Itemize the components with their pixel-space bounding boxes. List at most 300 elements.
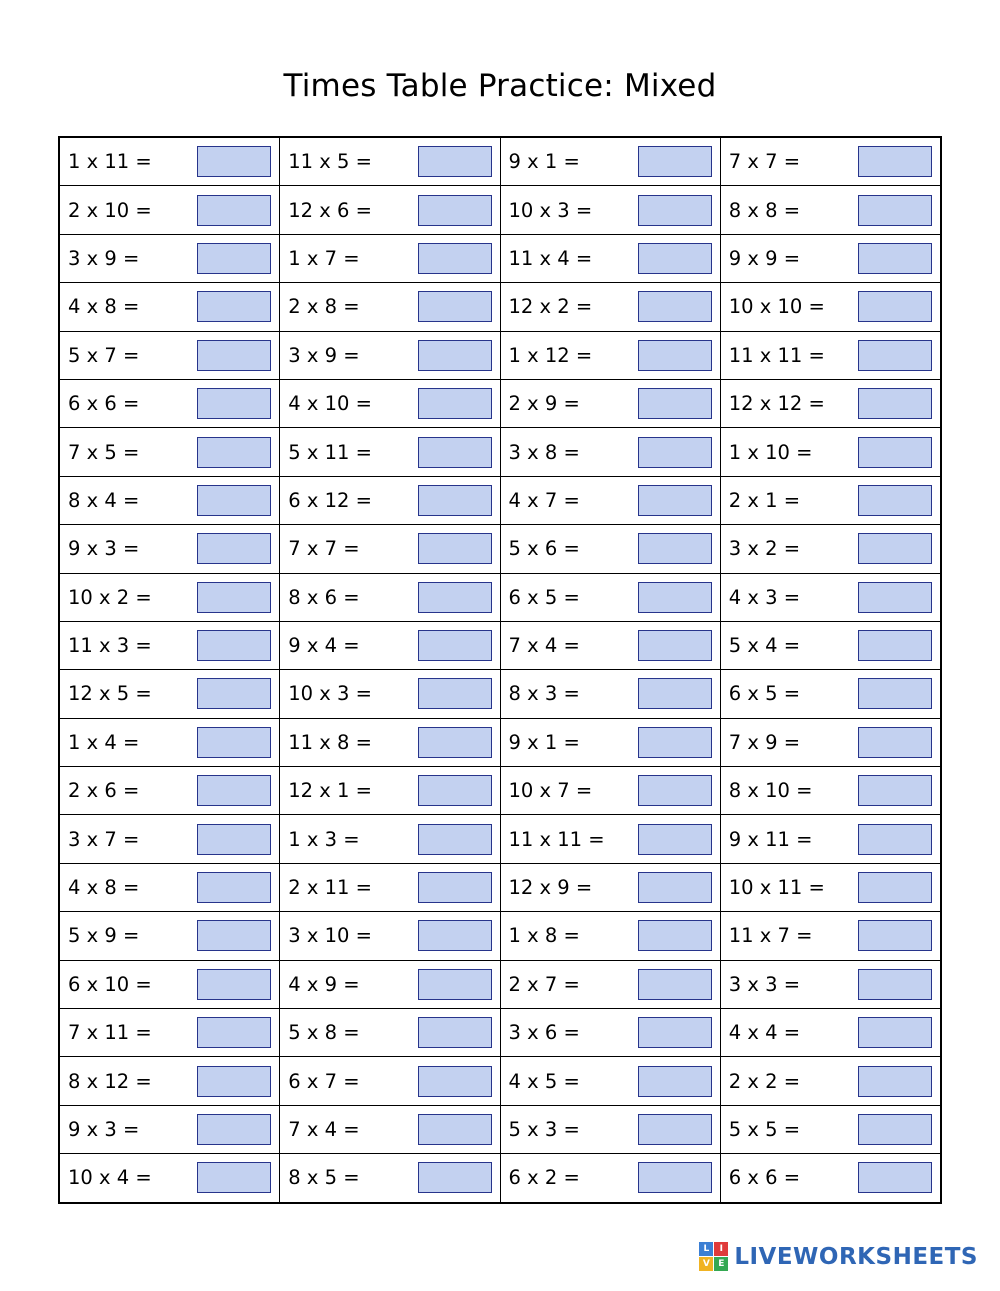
- question-cell-inner: [68, 477, 271, 524]
- question-text: 1 x 12 =: [508, 343, 593, 367]
- answer-input[interactable]: [197, 437, 271, 468]
- question-cell: [60, 573, 280, 621]
- question-cell-inner: [509, 719, 712, 766]
- answer-input[interactable]: [638, 775, 712, 806]
- question-text: 3 x 7 =: [68, 827, 140, 851]
- question-cell: [720, 428, 940, 476]
- answer-input[interactable]: [638, 1066, 712, 1097]
- question-cell: [720, 912, 940, 960]
- answer-input[interactable]: [418, 437, 492, 468]
- question-cell: [500, 815, 720, 863]
- question-cell-inner: [68, 1057, 271, 1104]
- question-text: 10 x 10 =: [728, 295, 825, 319]
- answer-input[interactable]: [418, 1162, 492, 1193]
- answer-input[interactable]: [638, 678, 712, 709]
- question-cell-inner: [509, 138, 712, 185]
- question-text: 12 x 12 =: [728, 392, 825, 416]
- question-cell-inner: [68, 1009, 271, 1056]
- answer-input[interactable]: [418, 291, 492, 322]
- answer-input[interactable]: [197, 195, 271, 226]
- questions-table-body: [60, 138, 941, 1203]
- table-row: [60, 1057, 941, 1105]
- answer-input[interactable]: [638, 1017, 712, 1048]
- question-text: 8 x 12 =: [68, 1069, 152, 1093]
- answer-input[interactable]: [638, 195, 712, 226]
- answer-input[interactable]: [638, 1162, 712, 1193]
- answer-input[interactable]: [858, 630, 932, 661]
- answer-input[interactable]: [638, 727, 712, 758]
- question-cell-inner: [729, 1154, 932, 1201]
- question-cell: [60, 1105, 280, 1153]
- question-cell-inner: [509, 1106, 712, 1153]
- question-cell: [280, 379, 500, 427]
- answer-input[interactable]: [197, 533, 271, 564]
- table-row: [60, 670, 941, 718]
- answer-input[interactable]: [858, 582, 932, 613]
- question-cell-inner: [509, 815, 712, 862]
- question-text: 1 x 11 =: [68, 150, 152, 174]
- question-cell: [280, 186, 500, 234]
- answer-input[interactable]: [638, 291, 712, 322]
- answer-input[interactable]: [858, 533, 932, 564]
- question-cell-inner: [68, 574, 271, 621]
- answer-input[interactable]: [858, 678, 932, 709]
- question-cell-inner: [288, 332, 491, 379]
- question-text: 8 x 10 =: [728, 779, 813, 803]
- question-text: 4 x 10 =: [288, 392, 372, 416]
- question-cell: [280, 815, 500, 863]
- question-cell-inner: [729, 525, 932, 572]
- question-cell-inner: [729, 767, 932, 814]
- answer-input[interactable]: [197, 920, 271, 951]
- question-cell-inner: [288, 186, 491, 233]
- question-cell-inner: [288, 574, 491, 621]
- table-row: [60, 1154, 941, 1202]
- answer-input[interactable]: [197, 1114, 271, 1145]
- question-text: 6 x 5 =: [728, 682, 801, 706]
- question-text: 12 x 1 =: [288, 779, 372, 803]
- question-cell: [60, 428, 280, 476]
- answer-input[interactable]: [858, 727, 932, 758]
- question-cell: [720, 186, 940, 234]
- question-cell-inner: [509, 283, 712, 330]
- answer-input[interactable]: [418, 533, 492, 564]
- question-cell: [280, 1057, 500, 1105]
- question-cell: [500, 1105, 720, 1153]
- question-cell: [500, 379, 720, 427]
- answer-input[interactable]: [197, 872, 271, 903]
- question-cell: [720, 1105, 940, 1153]
- question-cell-inner: [509, 428, 712, 475]
- question-cell: [720, 621, 940, 669]
- answer-input[interactable]: [418, 582, 492, 613]
- question-text: 4 x 7 =: [508, 488, 580, 512]
- question-text: 6 x 6 =: [68, 392, 140, 416]
- question-text: 6 x 10 =: [68, 972, 152, 996]
- answer-input[interactable]: [858, 388, 932, 419]
- question-cell-inner: [509, 767, 712, 814]
- answer-input[interactable]: [418, 195, 492, 226]
- question-cell: [720, 670, 940, 718]
- answer-input[interactable]: [858, 1066, 932, 1097]
- answer-input[interactable]: [858, 146, 932, 177]
- answer-input[interactable]: [197, 630, 271, 661]
- answer-input[interactable]: [858, 195, 932, 226]
- answer-input[interactable]: [197, 775, 271, 806]
- question-text: 9 x 1 =: [508, 730, 580, 754]
- question-text: 2 x 9 =: [508, 392, 580, 416]
- question-cell: [60, 476, 280, 524]
- question-text: 10 x 7 =: [508, 779, 593, 803]
- answer-input[interactable]: [638, 920, 712, 951]
- logo-letter-l: L: [699, 1242, 713, 1256]
- question-cell-inner: [288, 1057, 491, 1104]
- answer-input[interactable]: [418, 920, 492, 951]
- question-cell: [500, 138, 720, 186]
- question-cell: [280, 1009, 500, 1057]
- question-cell-inner: [68, 283, 271, 330]
- question-cell-inner: [68, 1154, 271, 1201]
- question-text: 7 x 4 =: [508, 634, 580, 658]
- question-cell-inner: [509, 1057, 712, 1104]
- question-cell: [500, 186, 720, 234]
- question-cell: [280, 476, 500, 524]
- answer-input[interactable]: [638, 969, 712, 1000]
- question-cell-inner: [729, 283, 932, 330]
- question-cell-inner: [729, 380, 932, 427]
- question-cell-inner: [288, 1106, 491, 1153]
- question-text: 9 x 4 =: [288, 634, 360, 658]
- answer-input[interactable]: [197, 1017, 271, 1048]
- question-text: 2 x 6 =: [68, 779, 140, 803]
- question-text: 5 x 9 =: [68, 924, 140, 948]
- question-cell: [720, 767, 940, 815]
- question-text: 11 x 7 =: [728, 924, 813, 948]
- question-text: 4 x 5 =: [508, 1069, 580, 1093]
- question-cell-inner: [729, 235, 932, 282]
- question-cell-inner: [68, 138, 271, 185]
- question-cell-inner: [68, 1106, 271, 1153]
- answer-input[interactable]: [418, 1066, 492, 1097]
- question-cell-inner: [729, 622, 932, 669]
- answer-input[interactable]: [858, 920, 932, 951]
- question-cell-inner: [68, 186, 271, 233]
- question-cell-inner: [68, 670, 271, 717]
- question-cell: [720, 960, 940, 1008]
- question-text: 11 x 3 =: [68, 634, 152, 658]
- question-cell-inner: [68, 428, 271, 475]
- question-text: 8 x 6 =: [288, 585, 360, 609]
- answer-input[interactable]: [858, 340, 932, 371]
- question-cell-inner: [68, 525, 271, 572]
- question-cell-inner: [509, 670, 712, 717]
- question-text: 8 x 4 =: [68, 488, 140, 512]
- question-cell: [720, 718, 940, 766]
- question-cell: [60, 912, 280, 960]
- question-cell-inner: [509, 574, 712, 621]
- question-cell-inner: [729, 670, 932, 717]
- question-text: 11 x 4 =: [508, 246, 593, 270]
- answer-input[interactable]: [418, 775, 492, 806]
- question-text: 9 x 3 =: [68, 537, 140, 561]
- question-cell: [500, 960, 720, 1008]
- question-cell-inner: [68, 332, 271, 379]
- question-text: 8 x 5 =: [288, 1166, 360, 1190]
- answer-input[interactable]: [418, 485, 492, 516]
- question-text: 8 x 8 =: [728, 198, 801, 222]
- question-cell-inner: [288, 283, 491, 330]
- question-text: 3 x 2 =: [728, 537, 801, 561]
- question-cell-inner: [729, 815, 932, 862]
- answer-input[interactable]: [418, 678, 492, 709]
- question-cell-inner: [288, 138, 491, 185]
- question-cell: [500, 476, 720, 524]
- answer-input[interactable]: [197, 824, 271, 855]
- question-text: 10 x 11 =: [728, 876, 825, 900]
- answer-input[interactable]: [197, 969, 271, 1000]
- question-text: 7 x 9 =: [728, 730, 801, 754]
- question-cell-inner: [68, 864, 271, 911]
- question-cell-inner: [288, 622, 491, 669]
- question-cell: [280, 331, 500, 379]
- table-row: [60, 331, 941, 379]
- question-cell-inner: [68, 912, 271, 959]
- question-text: 3 x 10 =: [288, 924, 372, 948]
- question-text: 4 x 9 =: [288, 972, 360, 996]
- answer-input[interactable]: [638, 872, 712, 903]
- table-row: [60, 863, 941, 911]
- question-cell-inner: [68, 815, 271, 862]
- answer-input[interactable]: [638, 437, 712, 468]
- question-cell: [720, 815, 940, 863]
- question-cell: [720, 525, 940, 573]
- answer-input[interactable]: [418, 146, 492, 177]
- table-row: [60, 525, 941, 573]
- question-text: 6 x 7 =: [288, 1069, 360, 1093]
- question-cell: [720, 476, 940, 524]
- answer-input[interactable]: [638, 533, 712, 564]
- question-text: 7 x 11 =: [68, 1021, 152, 1045]
- answer-input[interactable]: [858, 291, 932, 322]
- answer-input[interactable]: [638, 388, 712, 419]
- question-cell-inner: [509, 477, 712, 524]
- answer-input[interactable]: [197, 1066, 271, 1097]
- answer-input[interactable]: [638, 340, 712, 371]
- question-cell-inner: [68, 961, 271, 1008]
- answer-input[interactable]: [197, 485, 271, 516]
- question-cell-inner: [509, 186, 712, 233]
- answer-input[interactable]: [197, 1162, 271, 1193]
- question-cell: [500, 718, 720, 766]
- answer-input[interactable]: [858, 437, 932, 468]
- answer-input[interactable]: [197, 340, 271, 371]
- table-row: [60, 379, 941, 427]
- answer-input[interactable]: [858, 1017, 932, 1048]
- question-cell: [60, 1009, 280, 1057]
- table-row: [60, 573, 941, 621]
- question-text: 1 x 8 =: [508, 924, 580, 948]
- answer-input[interactable]: [638, 146, 712, 177]
- question-cell-inner: [729, 428, 932, 475]
- question-text: 5 x 11 =: [288, 440, 372, 464]
- question-cell: [720, 331, 940, 379]
- question-text: 10 x 4 =: [68, 1166, 152, 1190]
- question-cell-inner: [509, 235, 712, 282]
- question-text: 2 x 7 =: [508, 972, 580, 996]
- question-text: 9 x 9 =: [728, 246, 801, 270]
- answer-input[interactable]: [858, 1162, 932, 1193]
- question-text: 12 x 9 =: [508, 876, 593, 900]
- answer-input[interactable]: [638, 243, 712, 274]
- question-cell-inner: [288, 1009, 491, 1056]
- logo-letter-v: V: [699, 1257, 713, 1271]
- question-text: 5 x 3 =: [508, 1118, 580, 1141]
- question-cell-inner: [509, 961, 712, 1008]
- table-row: [60, 138, 941, 186]
- question-text: 1 x 3 =: [288, 827, 360, 851]
- question-cell-inner: [68, 380, 271, 427]
- question-cell: [60, 138, 280, 186]
- question-text: 9 x 1 =: [508, 150, 580, 174]
- question-cell: [500, 1009, 720, 1057]
- question-text: 10 x 2 =: [68, 585, 152, 609]
- table-row: [60, 186, 941, 234]
- question-cell-inner: [288, 235, 491, 282]
- answer-input[interactable]: [418, 872, 492, 903]
- question-cell: [500, 331, 720, 379]
- worksheet-grid: [58, 136, 942, 1204]
- question-text: 11 x 11 =: [728, 343, 825, 367]
- question-cell: [500, 234, 720, 282]
- question-cell-inner: [288, 815, 491, 862]
- answer-input[interactable]: [197, 146, 271, 177]
- liveworksheets-logo: [699, 1242, 978, 1271]
- question-cell: [500, 912, 720, 960]
- question-cell: [280, 912, 500, 960]
- question-text: 3 x 6 =: [508, 1021, 580, 1045]
- question-cell: [720, 379, 940, 427]
- question-cell: [720, 234, 940, 282]
- question-cell-inner: [729, 719, 932, 766]
- question-text: 12 x 2 =: [508, 295, 593, 319]
- question-cell: [60, 670, 280, 718]
- answer-input[interactable]: [197, 582, 271, 613]
- question-cell: [60, 815, 280, 863]
- answer-input[interactable]: [418, 340, 492, 371]
- question-text: 8 x 3 =: [508, 682, 580, 706]
- answer-input[interactable]: [197, 678, 271, 709]
- question-cell: [280, 670, 500, 718]
- answer-input[interactable]: [858, 969, 932, 1000]
- question-cell: [720, 138, 940, 186]
- question-cell-inner: [509, 1009, 712, 1056]
- table-row: [60, 912, 941, 960]
- table-row: [60, 960, 941, 1008]
- table-row: [60, 476, 941, 524]
- question-cell: [60, 186, 280, 234]
- logo-brand-text: LIVEWORKSHEETS: [734, 1243, 978, 1270]
- question-cell-inner: [509, 864, 712, 911]
- question-cell: [60, 283, 280, 331]
- question-text: 7 x 5 =: [68, 440, 140, 464]
- answer-input[interactable]: [638, 485, 712, 516]
- answer-input[interactable]: [418, 824, 492, 855]
- table-row: [60, 428, 941, 476]
- question-text: 7 x 7 =: [728, 150, 801, 174]
- question-cell-inner: [68, 767, 271, 814]
- question-cell-inner: [68, 235, 271, 282]
- question-text: 5 x 4 =: [728, 634, 801, 658]
- answer-input[interactable]: [418, 630, 492, 661]
- answer-input[interactable]: [418, 388, 492, 419]
- answer-input[interactable]: [858, 1114, 932, 1145]
- question-text: 1 x 7 =: [288, 246, 360, 270]
- answer-input[interactable]: [858, 485, 932, 516]
- question-text: 3 x 9 =: [288, 343, 360, 367]
- answer-input[interactable]: [858, 775, 932, 806]
- question-cell-inner: [509, 380, 712, 427]
- question-cell-inner: [288, 477, 491, 524]
- question-text: 9 x 11 =: [728, 827, 813, 851]
- question-cell-inner: [68, 622, 271, 669]
- answer-input[interactable]: [858, 872, 932, 903]
- question-cell-inner: [288, 719, 491, 766]
- question-cell: [720, 1009, 940, 1057]
- question-cell-inner: [68, 719, 271, 766]
- answer-input[interactable]: [638, 824, 712, 855]
- answer-input[interactable]: [197, 388, 271, 419]
- answer-input[interactable]: [418, 1114, 492, 1145]
- question-cell: [500, 283, 720, 331]
- answer-input[interactable]: [197, 291, 271, 322]
- question-text: 3 x 9 =: [68, 246, 140, 270]
- question-cell-inner: [729, 138, 932, 185]
- question-cell: [60, 863, 280, 911]
- answer-input[interactable]: [197, 243, 271, 274]
- question-cell: [280, 428, 500, 476]
- question-cell: [280, 234, 500, 282]
- answer-input[interactable]: [418, 1017, 492, 1048]
- questions-table: [59, 137, 941, 1203]
- question-cell: [720, 573, 940, 621]
- answer-input[interactable]: [418, 727, 492, 758]
- question-text: 5 x 5 =: [728, 1118, 801, 1141]
- answer-input[interactable]: [858, 243, 932, 274]
- question-cell-inner: [288, 1154, 491, 1201]
- answer-input[interactable]: [418, 969, 492, 1000]
- question-cell: [280, 621, 500, 669]
- question-cell-inner: [288, 961, 491, 1008]
- table-row: [60, 1105, 941, 1153]
- table-row: [60, 234, 941, 282]
- question-cell: [60, 525, 280, 573]
- answer-input[interactable]: [638, 630, 712, 661]
- question-cell-inner: [729, 477, 932, 524]
- answer-input[interactable]: [197, 727, 271, 758]
- question-cell: [720, 1154, 940, 1202]
- question-cell: [500, 428, 720, 476]
- question-cell: [60, 718, 280, 766]
- question-cell-inner: [288, 525, 491, 572]
- question-cell-inner: [729, 186, 932, 233]
- question-cell: [280, 1105, 500, 1153]
- answer-input[interactable]: [418, 243, 492, 274]
- question-cell: [60, 379, 280, 427]
- answer-input[interactable]: [638, 582, 712, 613]
- answer-input[interactable]: [858, 824, 932, 855]
- answer-input[interactable]: [638, 1114, 712, 1145]
- logo-letter-e: E: [714, 1257, 728, 1271]
